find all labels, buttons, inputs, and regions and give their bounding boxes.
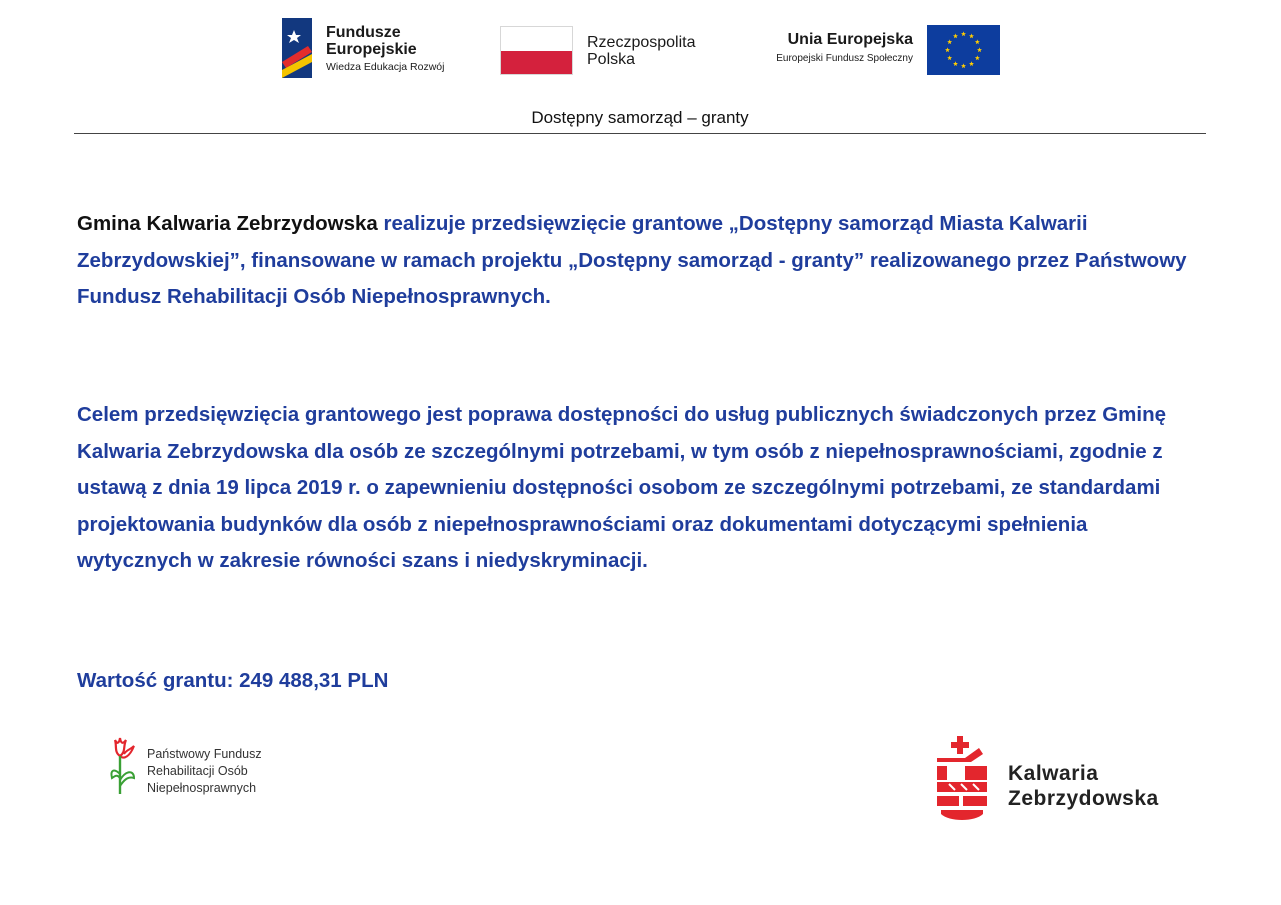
intro-text: realizuje przedsięwzięcie grantowe „Dostępny samorząd Miasta Kalwarii Zebrzydowskiej”, finansowane w ramach projektu „Dostępny samorząd - granty” realizowanego przez Państwowy Fundusz Rehabilitacji Osób Niepełnosprawnych. <box>77 212 1187 308</box>
municipality-logo <box>935 734 1195 826</box>
eu-star-icon <box>977 47 982 52</box>
eu-name: Unia Europejska <box>787 31 913 48</box>
funds-europe-line2: Europejskie <box>326 41 417 58</box>
header-title: Dostępny samorząd – granty <box>531 108 749 127</box>
document-header <box>74 108 1206 134</box>
eu-star-icon <box>975 55 980 60</box>
eu-star-icon <box>975 39 980 44</box>
funds-europe-subtitle: Wiedza Edukacja Rozwój <box>326 61 445 73</box>
eu-star-icon <box>969 34 974 39</box>
pfron-logo <box>108 736 288 800</box>
grant-value: Wartość grantu: 249 488,31 PLN <box>77 669 389 692</box>
eu-star-icon <box>953 34 958 39</box>
eu-star-icon <box>961 31 966 36</box>
municipality-logo-line1: Kalwaria <box>1008 762 1099 785</box>
republic-line2: Polska <box>587 51 636 68</box>
eu-star-icon <box>953 61 958 66</box>
tulip-icon <box>108 736 142 800</box>
eu-fund-name: Europejski Fundusz Społeczny <box>776 53 913 64</box>
eu-star-icon <box>947 55 952 60</box>
eu-star-icon <box>947 39 952 44</box>
eu-star-icon <box>969 61 974 66</box>
goal-paragraph: Celem przedsięwzięcia grantowego jest poprawa dostępności do usług publicznych świadczonych przez Gminę Kalwaria Zebrzydowska dla osób ze szczególnymi potrzebami, w tym osób z niepełnosprawnościami, zgodnie z ustawą z dnia 19 lipca 2019 r. o zapewnieniu dostępności osobom ze szczególnymi potrzebami, ze standardami projektowania budynków dla osób z niepełnosprawnościami oraz dokumentami dotyczącymi spełnienia wytycznych w zakresie równości szans i niedyskryminacji. <box>77 403 1167 572</box>
eu-logo <box>755 25 1001 77</box>
eu-star-icon <box>945 47 950 52</box>
municipality-name: Gmina Kalwaria Zebrzydowska <box>77 212 378 235</box>
poland-flag-icon <box>500 26 573 75</box>
eu-flag-icon <box>927 25 1000 75</box>
funds-europe-emblem-icon <box>278 16 318 82</box>
municipality-logo-line2: Zebrzydowska <box>1008 787 1159 810</box>
municipality-crest-icon <box>935 734 991 826</box>
pfron-line2: Rehabilitacji Osób <box>147 764 248 778</box>
funds-europe-logo <box>278 16 468 82</box>
pfron-line1: Państwowy Fundusz <box>147 747 262 761</box>
republic-poland-logo <box>500 26 730 78</box>
funds-europe-line1: Fundusze <box>326 24 401 41</box>
pfron-line3: Niepełnosprawnych <box>147 781 257 795</box>
republic-line1: Rzeczpospolita <box>587 34 696 51</box>
intro-paragraph <box>77 206 1207 316</box>
eu-star-icon <box>961 63 966 68</box>
